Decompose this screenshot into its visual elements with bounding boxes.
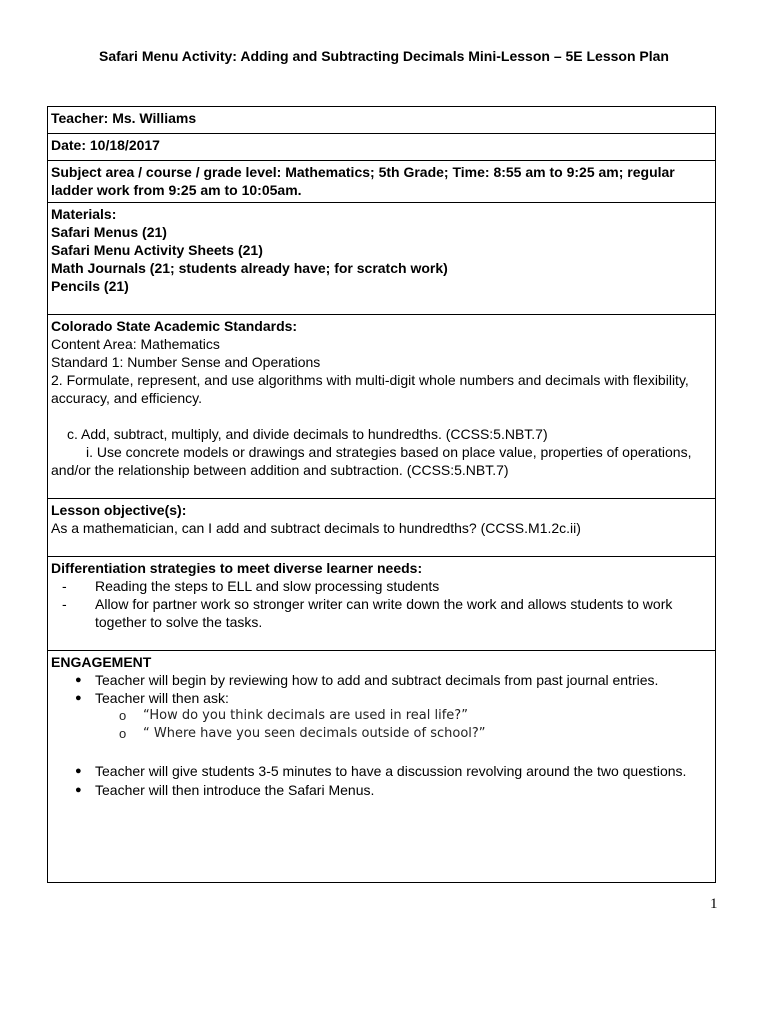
standards-cell bbox=[48, 315, 716, 499]
material-item: Safari Menus (21) bbox=[51, 224, 167, 240]
document-title: Safari Menu Activity: Adding and Subtracting Decimals Mini-Lesson – 5E Lesson Plan bbox=[99, 48, 669, 64]
list-item: ● Teacher will then ask: bbox=[51, 689, 711, 707]
page-number: 1 bbox=[710, 896, 718, 912]
list-item: ● Teacher will give students 3-5 minutes to have a discussion revolving around the two questions. bbox=[51, 761, 711, 781]
differentiation-cell bbox=[48, 557, 716, 651]
objective-cell bbox=[48, 499, 716, 557]
question-item: o “How do you think decimals are used in real life?” bbox=[51, 707, 711, 725]
content-area: Content Area: Mathematics bbox=[51, 336, 220, 352]
standard-point-c: c. Add, subtract, multiply, and divide decimals to hundredths. (CCSS:5.NBT.7) bbox=[67, 426, 548, 442]
teacher-cell: Teacher: Ms. Williams bbox=[48, 107, 716, 134]
engagement-list bbox=[51, 671, 711, 707]
list-item: ● Teacher will then introduce the Safari Menus. bbox=[51, 781, 711, 799]
list-item: - Reading the steps to ELL and slow processing students bbox=[51, 577, 711, 595]
material-item: Safari Menu Activity Sheets (21) bbox=[51, 242, 263, 258]
date-row bbox=[48, 134, 716, 161]
objective-heading: Lesson objective(s): bbox=[51, 502, 187, 518]
differentiation-list bbox=[51, 577, 711, 631]
materials-heading: Materials: bbox=[51, 206, 117, 222]
engagement-cell bbox=[48, 651, 716, 883]
list-item: ● Teacher will begin by reviewing how to add and subtract decimals from past journal entries. bbox=[51, 671, 711, 689]
objective-text: As a mathematician, can I add and subtract decimals to hundredths? (CCSS.M1.2c.ii) bbox=[51, 520, 581, 536]
subject-cell: Subject area / course / grade level: Mathematics; 5th Grade; Time: 8:55 am to 9:25 am; regular ladder work from 9:25 am to 10:05am. bbox=[48, 161, 716, 203]
engagement-list-continued bbox=[51, 761, 711, 799]
teacher-row bbox=[48, 107, 716, 134]
differentiation-row bbox=[48, 557, 716, 651]
list-item: - Allow for partner work so stronger writer can write down the work and allows students to work together to solve the tasks. bbox=[51, 595, 711, 631]
standard-point-i bbox=[51, 443, 711, 479]
question-list bbox=[51, 707, 711, 743]
materials-cell bbox=[48, 203, 716, 315]
spacer bbox=[51, 743, 711, 761]
standards-row bbox=[48, 315, 716, 499]
lesson-plan-table bbox=[47, 106, 716, 883]
differentiation-heading: Differentiation strategies to meet diverse learner needs: bbox=[51, 560, 423, 576]
material-item: Pencils (21) bbox=[51, 278, 129, 294]
date-cell: Date: 10/18/2017 bbox=[48, 134, 716, 161]
standards-heading: Colorado State Academic Standards: bbox=[51, 318, 298, 334]
subject-row bbox=[48, 161, 716, 203]
spacer bbox=[51, 407, 711, 425]
question-item: o “ Where have you seen decimals outside of school?” bbox=[51, 725, 711, 743]
standard-title: Standard 1: Number Sense and Operations bbox=[51, 354, 321, 370]
standard-point-2: 2. Formulate, represent, and use algorithms with multi-digit whole numbers and decimals with flexibility, accuracy, and efficiency. bbox=[51, 372, 689, 406]
engagement-row bbox=[48, 651, 716, 883]
objective-row bbox=[48, 499, 716, 557]
engagement-heading: ENGAGEMENT bbox=[51, 654, 152, 670]
material-item: Math Journals (21; students already have; for scratch work) bbox=[51, 260, 448, 276]
materials-row bbox=[48, 203, 716, 315]
standard-point-i-text: i. Use concrete models or drawings and strategies based on place value, properties of operations, and/or the relationship between addition and subtraction. (CCSS:5.NBT.7) bbox=[51, 444, 692, 478]
